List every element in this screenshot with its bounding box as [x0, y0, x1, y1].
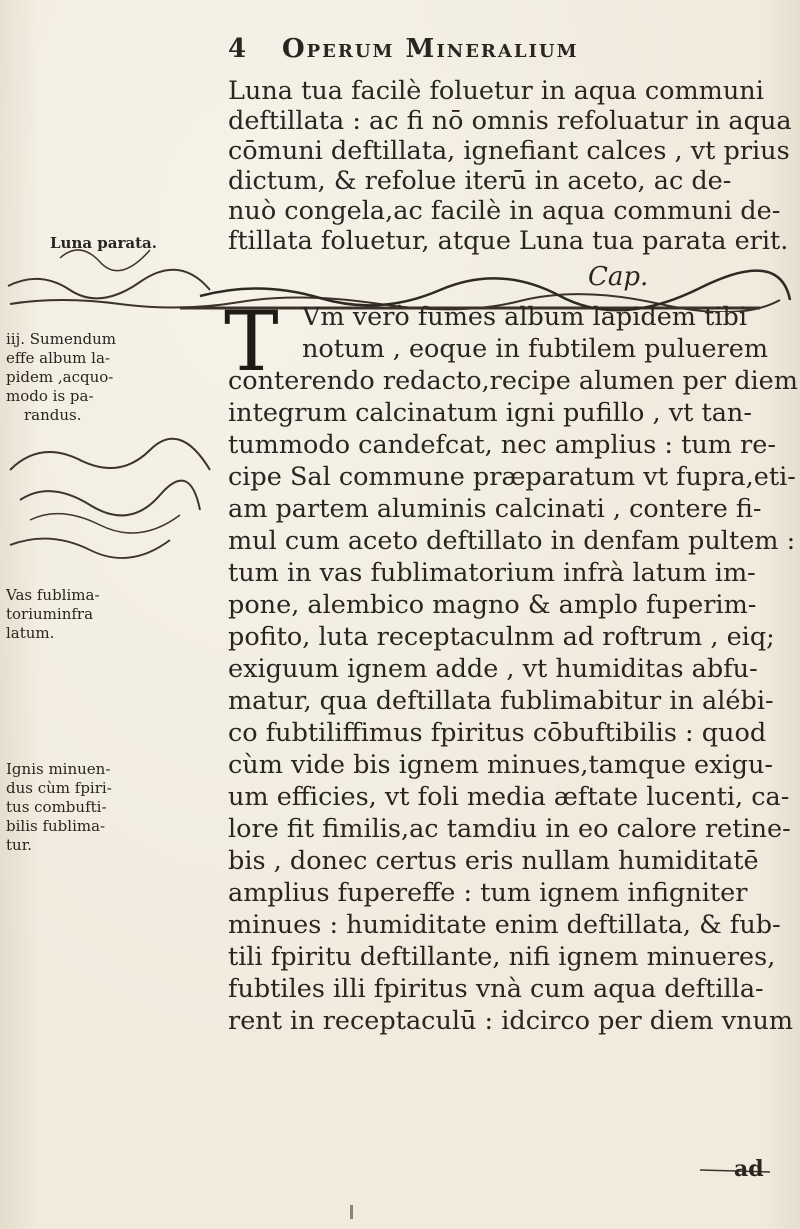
text-line: conterendo redacto,recipe alumen per diem: [228, 366, 798, 396]
margin-note-ignis: [6, 760, 214, 855]
drop-cap: T: [224, 295, 279, 390]
margin-note-line: randus.: [24, 406, 82, 424]
margin-note-line: Luna parata.: [50, 234, 157, 252]
text-line: mul cum aceto deftillato in denfam pultem :: [228, 526, 796, 556]
margin-note-line: bilis fublima-: [6, 817, 106, 835]
text-line: co fubtiliffimus fpiritus cōbuftibilis : quod: [228, 718, 767, 748]
text-line: notum , eoque in fubtilem puluerem: [302, 334, 769, 364]
page-number: 4: [228, 34, 247, 64]
text-line: pone, alembico magno & amplo fuperim-: [228, 590, 757, 620]
margin-note-line: tus combufti-: [6, 798, 107, 816]
text-line: Luna tua facilè foluetur in aqua communi: [228, 76, 764, 106]
text-line: amplius fupereffe : tum ignem infigniter: [228, 878, 748, 908]
text-line: nuò congela,ac facilè in aqua communi de-: [228, 196, 781, 226]
text-line: ftillata foluetur, atque Luna tua parata erit.: [228, 226, 789, 256]
margin-note-line: iij. Sumendum: [6, 330, 116, 348]
margin-note-line: Ignis minuen-: [6, 760, 111, 778]
margin-note-sumendum: [6, 330, 214, 425]
text-line: am partem aluminis calcinati , contere fi-: [228, 494, 762, 524]
text-line: bis , donec certus eris nullam humiditatē: [228, 846, 759, 876]
margin-note-line: toriuminfra: [6, 605, 94, 623]
text-line: cipe Sal commune præparatum vt fupra,eti-: [228, 462, 796, 492]
text-line: matur, qua deftillata fublimabitur in alébi-: [228, 686, 774, 716]
margin-note-luna-parata: [50, 234, 258, 253]
text-line: fubtiles illi fpiritus vnà cum aqua deftilla-: [228, 974, 764, 1004]
margin-note-line: Vas fublima-: [6, 586, 100, 604]
margin-note-line: latum.: [6, 624, 55, 642]
margin-note-vas: [6, 586, 214, 643]
text-line: rent in receptaculū : idcirco per diem vnum: [228, 1006, 794, 1036]
text-line: lore fit fimilis,ac tamdiu in eo calore retine-: [228, 814, 791, 844]
catchword: ad: [734, 1156, 764, 1182]
text-line: deftillata : ac fi nō omnis refoluatur in aqua: [228, 106, 792, 136]
margin-note-line: dus cùm fpiri-: [6, 779, 112, 797]
text-line: integrum calcinatum igni pufillo , vt tan-: [228, 398, 752, 428]
text-line: Vm verò fumes album lapidem tibi: [302, 302, 747, 332]
text-line: cōmuni deftillata, ignefiant calces , vt prius: [228, 136, 790, 166]
text-line: minues : humiditate enim deftillata, & fub-: [228, 910, 781, 940]
text-line: tili fpiritu deftillante, nifi ignem minueres,: [228, 942, 776, 972]
section-caption: Cap.: [588, 262, 649, 292]
text-line: exiguum ignem adde , vt humiditas abfu-: [228, 654, 758, 684]
margin-note-line: tur.: [6, 836, 32, 854]
page-header: [0, 30, 800, 70]
text-line: tum in vas fublimatorium infrà latum im-: [228, 558, 756, 588]
text-line: pofito, luta receptaculnm ad roftrum , eiq;: [228, 622, 775, 652]
running-title: Operum Mineralium: [282, 34, 579, 64]
margin-note-line: pidem ,acquo-: [6, 368, 114, 386]
margin-note-line: effe album la-: [6, 349, 110, 367]
margin-note-line: modo is pa-: [6, 387, 94, 405]
text-line: cùm vide bis ignem minues,tamque exigu-: [228, 750, 774, 780]
page-edge-mark: [350, 1205, 353, 1219]
text-line: dictum, & refolue iterū in aceto, ac de-: [228, 166, 732, 196]
text-line: um efficies, vt foli media æftate lucenti, ca-: [228, 782, 790, 812]
text-line: tummodo candefcat, nec amplius : tum re-: [228, 430, 776, 460]
